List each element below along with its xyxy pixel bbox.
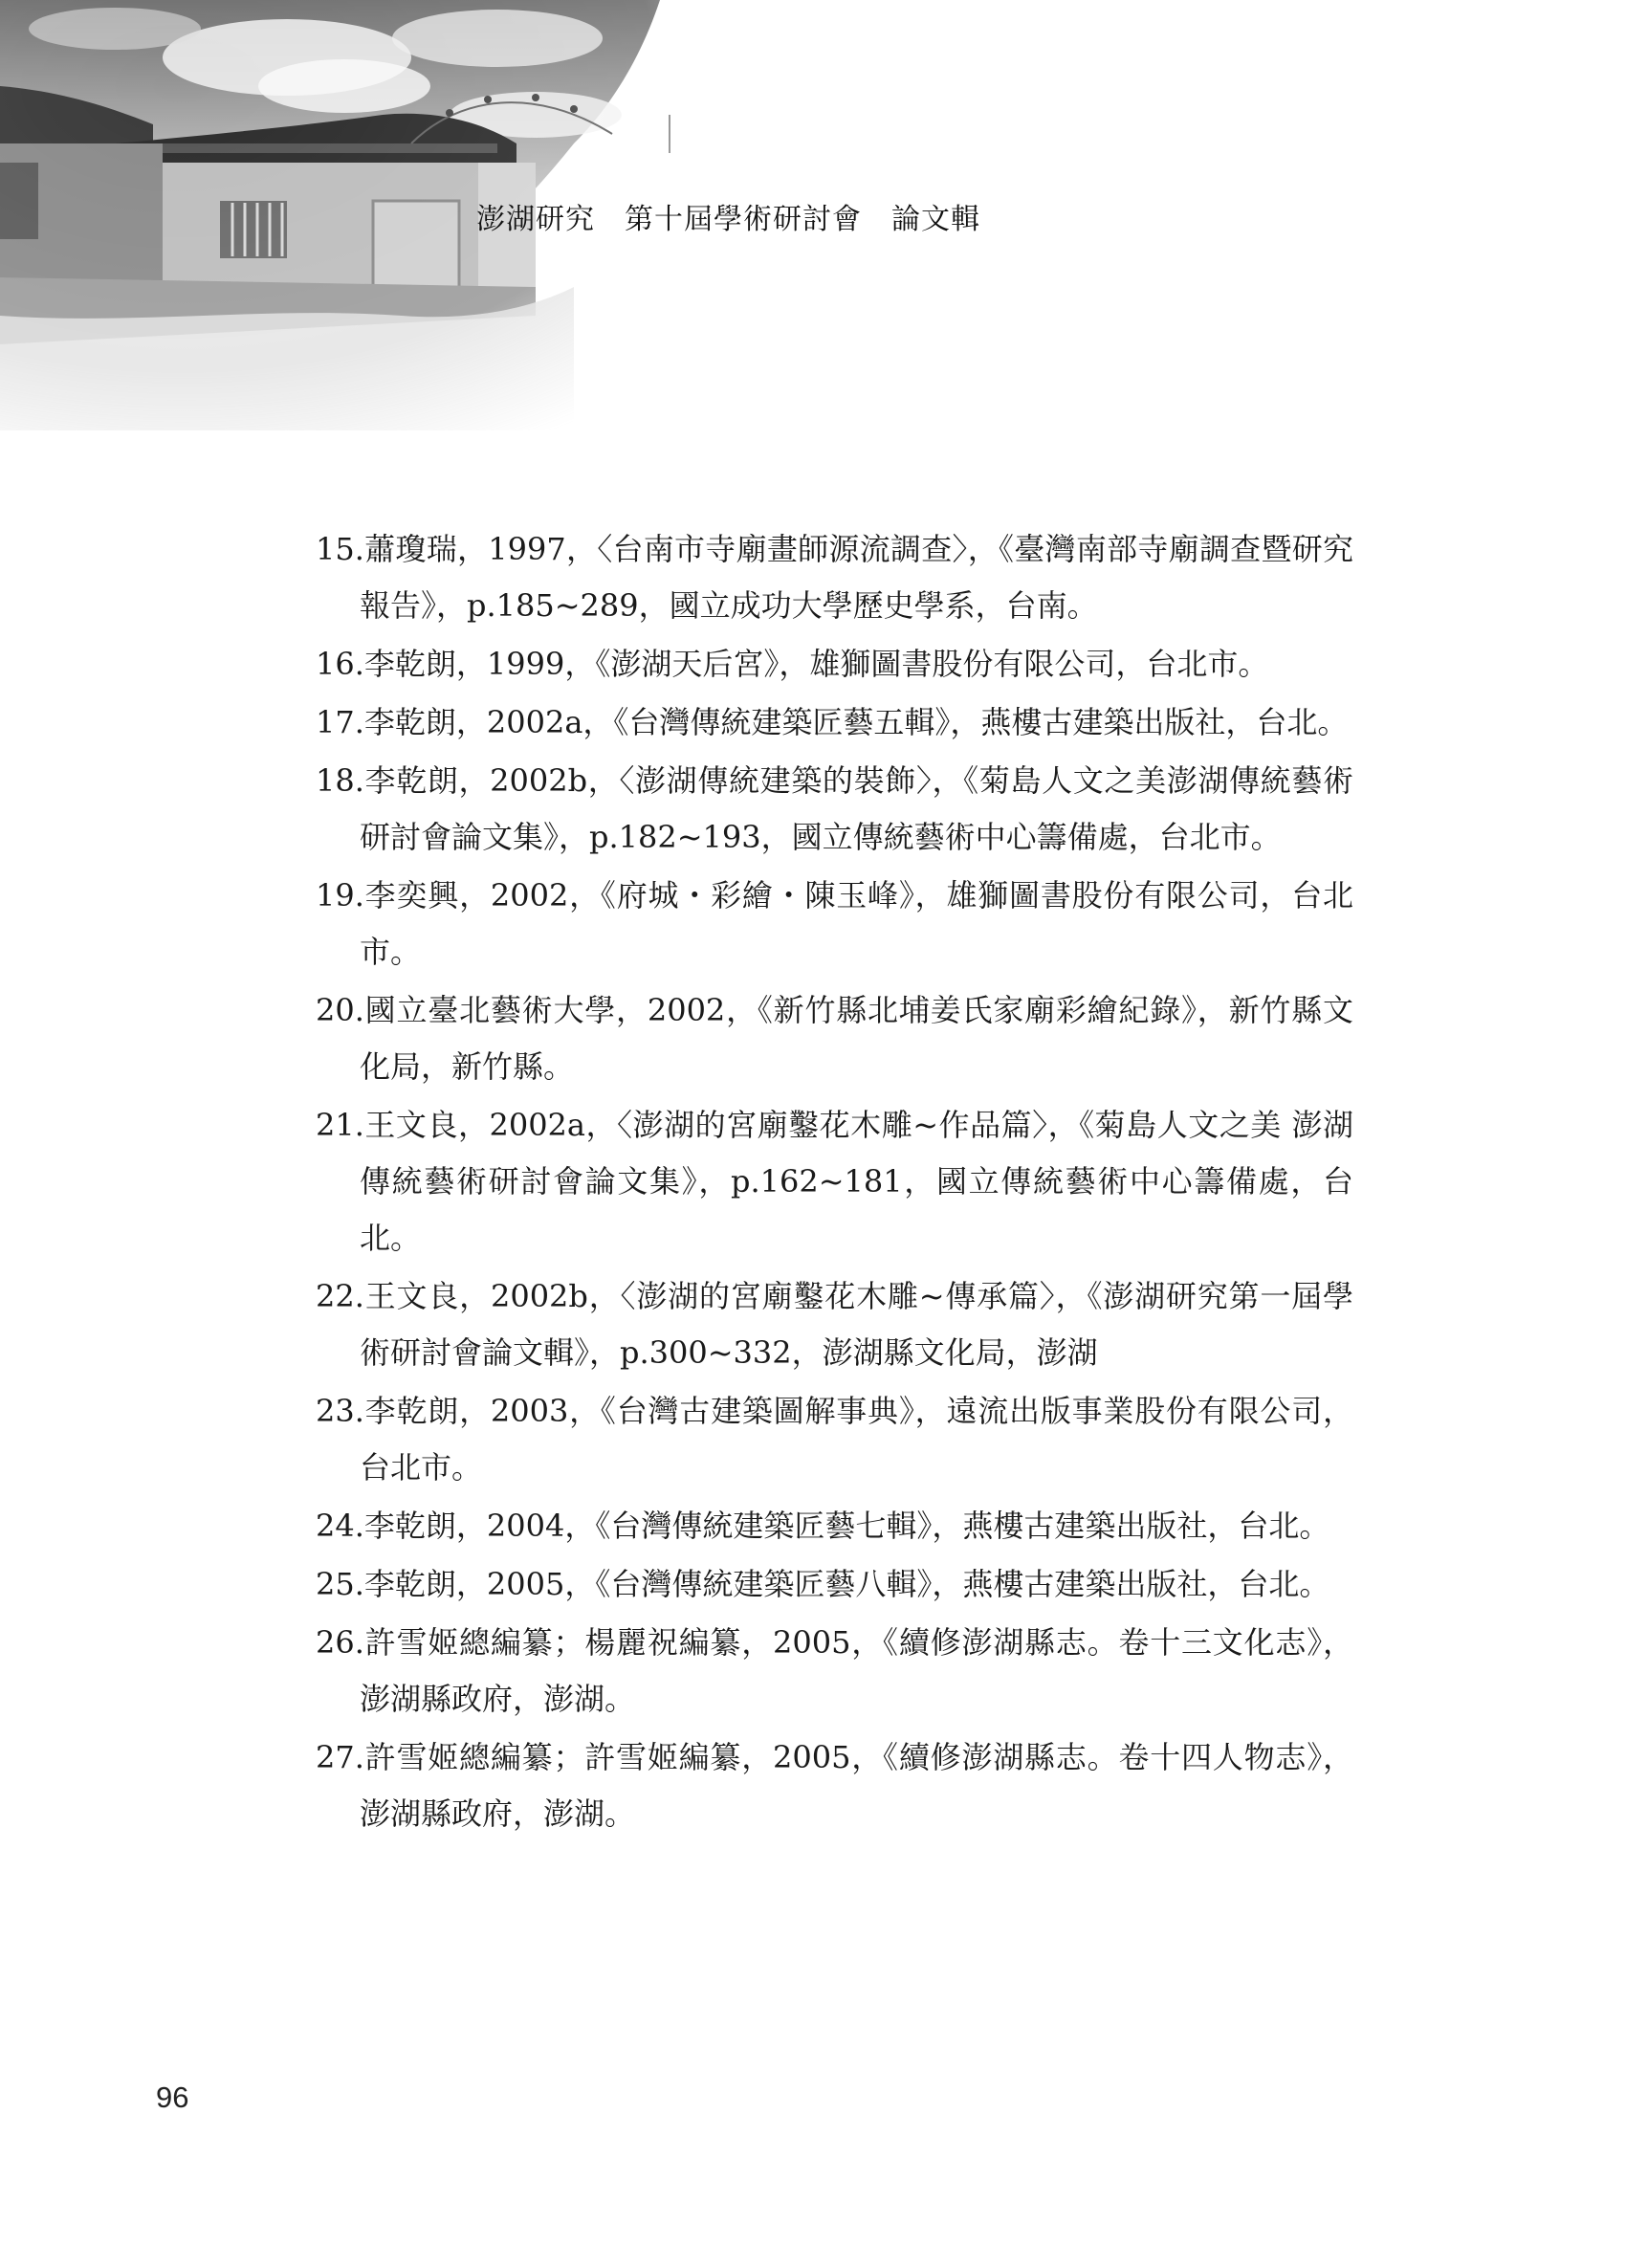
- reference-text: 李乾朗，2005，《台灣傳統建築匠藝八輯》，燕樓古建築出版社，台北。: [363, 1566, 1330, 1602]
- reference-number: 22.: [316, 1278, 364, 1314]
- reference-number: 18.: [316, 762, 364, 799]
- reference-number: 21.: [316, 1107, 364, 1143]
- reference-item: [316, 1729, 1353, 1842]
- reference-item: [316, 1498, 1353, 1554]
- reference-item: [316, 1383, 1353, 1496]
- reference-text: 李乾朗，2003，《台灣古建築圖解事典》，遠流出版事業股份有限公司，台北市。: [360, 1393, 1353, 1486]
- reference-text: 李乾朗，2004，《台灣傳統建築匠藝七輯》，燕樓古建築出版社，台北。: [363, 1508, 1330, 1544]
- reference-item: [316, 636, 1353, 693]
- reference-item: [316, 982, 1353, 1095]
- reference-text: 蕭瓊瑞，1997，〈台南市寺廟畫師源流調查〉，《臺灣南部寺廟調查暨研究報告》，p.185~289，國立成功大學歷史學系，台南。: [360, 531, 1353, 624]
- reference-number: 16.: [316, 646, 364, 682]
- reference-number: 19.: [316, 877, 364, 914]
- reference-text: 王文良，2002a，〈澎湖的宮廟鑿花木雕~作品篇〉，《菊島人文之美 澎湖傳統藝術研討會論文集》，p.162~181，國立傳統藝術中心籌備處，台北。: [360, 1107, 1353, 1256]
- reference-text: 許雪姬總編纂；許雪姬編纂，2005，《續修澎湖縣志。卷十四人物志》，澎湖縣政府，澎湖。: [360, 1739, 1353, 1832]
- reference-item: [316, 1097, 1353, 1266]
- reference-number: 24.: [316, 1508, 364, 1544]
- reference-list: [316, 521, 1353, 1844]
- running-head: 澎湖研究 第十屆學術研討會 論文輯: [476, 203, 980, 236]
- reference-text: 王文良，2002b，〈澎湖的宮廟鑿花木雕~傳承篇〉，《澎湖研究第一屆學術研討會論文輯》，p.300~332，澎湖縣文化局，澎湖: [360, 1278, 1353, 1371]
- reference-text: 許雪姬總編纂；楊麗祝編纂，2005，《續修澎湖縣志。卷十三文化志》，澎湖縣政府，澎湖。: [360, 1624, 1353, 1717]
- reference-item: [316, 694, 1353, 751]
- reference-text: 李奕興，2002，《府城・彩繪・陳玉峰》，雄獅圖書股份有限公司，台北市。: [360, 877, 1353, 970]
- reference-item: [316, 1268, 1353, 1381]
- reference-number: 17.: [316, 704, 364, 740]
- reference-text: 李乾朗，1999，《澎湖天后宮》，雄獅圖書股份有限公司，台北市。: [363, 646, 1269, 682]
- reference-item: [316, 1556, 1353, 1613]
- reference-item: [316, 1615, 1353, 1728]
- reference-number: 27.: [316, 1739, 364, 1775]
- reference-number: 25.: [316, 1566, 364, 1602]
- reference-text: 國立臺北藝術大學，2002，《新竹縣北埔姜氏家廟彩繪紀錄》，新竹縣文化局，新竹縣。: [360, 992, 1353, 1085]
- reference-text: 李乾朗，2002b，〈澎湖傳統建築的裝飾〉，《菊島人文之美澎湖傳統藝術研討會論文集》，p.182~193，國立傳統藝術中心籌備處，台北市。: [360, 762, 1353, 855]
- reference-text: 李乾朗，2002a，《台灣傳統建築匠藝五輯》，燕樓古建築出版社，台北。: [363, 704, 1349, 740]
- reference-item: [316, 868, 1353, 980]
- page-number: 96: [156, 2081, 189, 2114]
- reference-number: 23.: [316, 1393, 364, 1429]
- reference-item: [316, 521, 1353, 634]
- reference-number: 15.: [316, 531, 364, 567]
- reference-number: 26.: [316, 1624, 364, 1661]
- reference-number: 20.: [316, 992, 364, 1028]
- reference-item: [316, 753, 1353, 866]
